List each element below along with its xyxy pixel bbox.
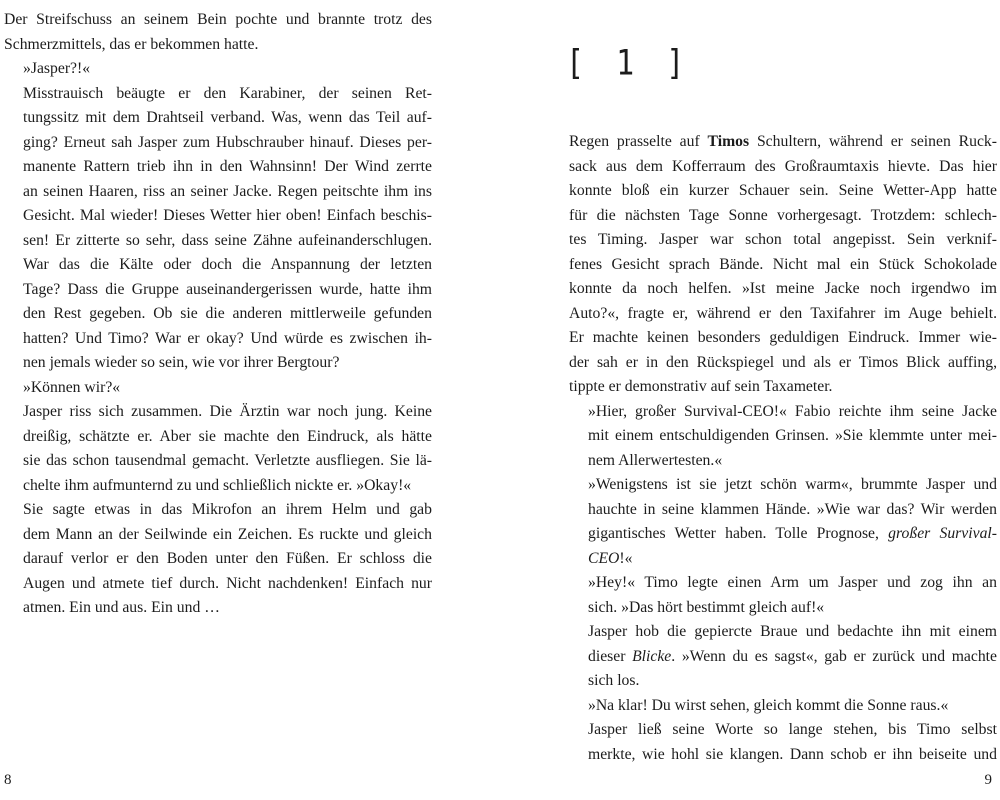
chapter-number: [ 1 ] <box>566 43 692 84</box>
page-number-left: 8 <box>4 772 12 788</box>
paragraph: »Hier, großer Survival-CEO!« Fabio reichte ihm seine Jacke mit einem entschuldigenden Grinsen. »Sie klemmte unter mei- nem Allerwertesten.« <box>588 402 997 469</box>
paragraph: Regen prasselte auf Timos Schultern, während er seinen Ruck- sack aus dem Kofferraum des Großraumtaxis hievte. Das hier konnte bloß ein kurzer Schauer sein. Seine Wetter-App hatte für die nächsten Tage Sonne vorhergesagt. Trotzdem: schlech- tes Timing. Jasper war schon total angepisst. Sein verknif- fenes Gesicht sprach Bände. Nicht mal ein Stück Schokolade konnte da noch helfen. »Ist meine Jacke noch irgendwo im Auto?«, fragte er, während er den Taxifahrer im Auge behielt. Er machte keinen besonders geduldigen Eindruck. Immer wie- der sah er in den Rückspiegel und als er Timos Blick auffing, tippte er demonstrativ auf sein Taxameter. <box>569 133 998 395</box>
paragraph: Der Streifschuss an seinem Bein pochte und brannte trotz des Schmerzmittels, das er bekommen hatte. <box>4 11 432 53</box>
paragraph: Jasper hob die gepiercte Braue und bedachte ihn mit einem dieser Blicke. »Wenn du es sagst«, gab er zurück und machte sich los. <box>588 623 997 689</box>
paragraph: Sie sagte etwas in das Mikrofon an ihrem Helm und gab dem Mann an der Seilwinde ein Zeichen. Es ruckte und gleich darauf verlor er den Boden unter den Füßen. Er schloss die Augen und atmete tief durch. Nicht nachdenken! Einfach nur atmen. Ein und aus. Ein und … <box>23 501 432 616</box>
left-page-text <box>4 8 432 621</box>
right-page-text <box>569 130 997 767</box>
paragraph: Jasper ließ seine Worte so lange stehen, bis Timo selbst merkte, wie hohl sie klangen. Dann schob er ihn beiseite und <box>588 721 997 763</box>
paragraph: »Na klar! Du wirst sehen, gleich kommt die Sonne raus.« <box>588 696 949 714</box>
paragraph: »Wenigstens ist sie jetzt schön warm«, brummte Jasper und hauchte in seine klammen Hände. »Wie war das? Wir werden gigantisches Wetter haben. Tolle Prognose, großer Survival- CEO!« <box>588 476 997 567</box>
paragraph: »Jasper?!« <box>23 60 91 77</box>
right-page <box>500 0 1000 800</box>
paragraph: »Hey!« Timo legte einen Arm um Jasper und zog ihn an sich. »Das hört bestimmt gleich auf!« <box>588 574 997 616</box>
paragraph: Misstrauisch beäugte er den Karabiner, der seinen Ret- tungssitz mit dem Drahtseil verband. Was, wenn das Teil auf- ging? Erneut sah Jasper zum Hubschrauber hinauf. Dieses per- manente Rattern trieb ihn in den Wahnsinn! Der Wind zerrte an seinen Haaren, riss an seiner Jacke. Regen peitschte ihm ins Gesicht. Mal wieder! Dieses Wetter hier oben! Einfach beschis- sen! Er zitterte so sehr, dass seine Zähne aufeinanderschlugen. War das die Kälte oder doch die Anspannung der letzten Tage? Dass die Gruppe auseinandergerissen wurde, hatte ihm den Rest gegeben. Ob sie die anderen mittlerweile gefunden hatten? Und Timo? War er okay? Und würde es zwischen ih- nen jemals wieder so sein, wie vor ihrer Bergtour? <box>23 84 432 371</box>
paragraph: Jasper riss sich zusammen. Die Ärztin war noch jung. Keine dreißig, schätzte er. Aber sie machte den Eindruck, als hätte sie das schon tausendmal gemacht. Verletzte ausfliegen. Sie lä- chelte ihm aufmunternd zu und schließlich nickte er. »Okay!« <box>23 403 432 494</box>
name-timos: Timos <box>707 133 750 150</box>
page-number-right: 9 <box>984 772 992 788</box>
paragraph: »Können wir?« <box>23 378 121 396</box>
